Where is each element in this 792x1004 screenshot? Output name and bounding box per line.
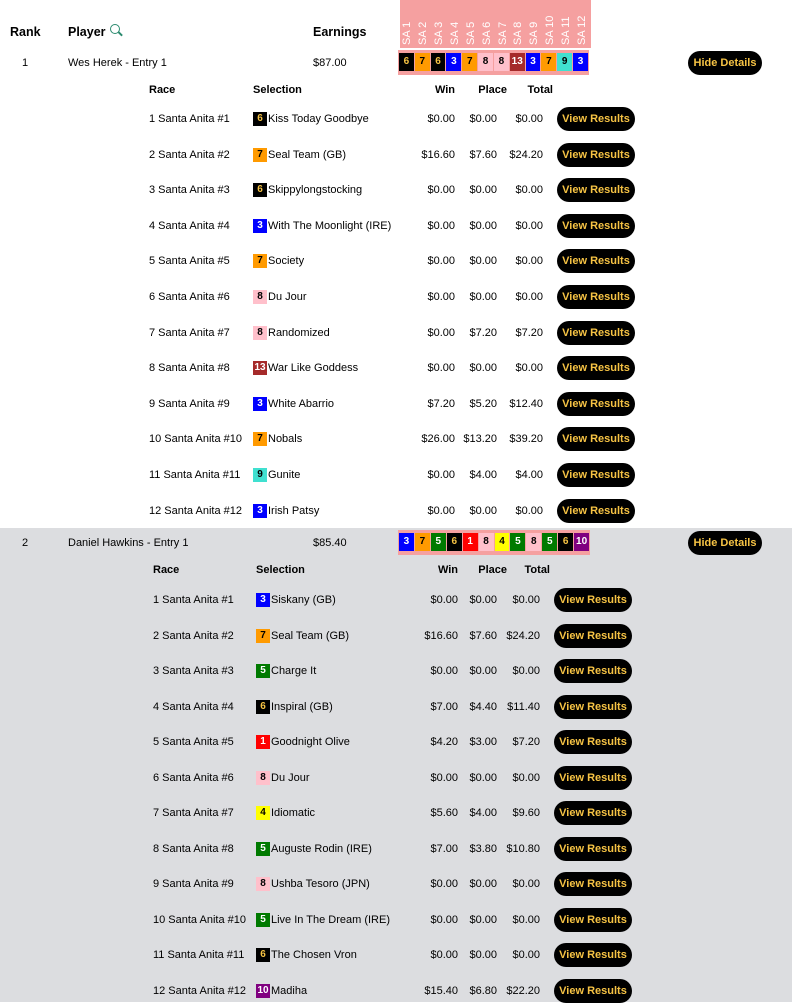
detail-win-value: $0.00	[427, 327, 455, 339]
detail-post-number: 10	[257, 985, 269, 996]
view-results-button[interactable]: View Results	[557, 285, 635, 309]
detail-place-value: $0.00	[469, 220, 497, 232]
race-header-label: SA 1	[401, 21, 413, 45]
detail-race-name: 2 Santa Anita #2	[149, 149, 230, 161]
pick-chip[interactable]: 8	[478, 53, 493, 71]
details-race-header: Race	[153, 564, 180, 576]
race-header-1	[400, 0, 416, 48]
detail-place-value: $3.80	[469, 843, 497, 855]
detail-total-value: $12.40	[509, 398, 543, 410]
race-header-10	[543, 0, 559, 48]
detail-horse-name: Irish Patsy	[268, 505, 320, 517]
detail-race-name: 7 Santa Anita #7	[153, 807, 234, 819]
detail-race-name: 9 Santa Anita #9	[149, 398, 230, 410]
detail-place-value: $0.00	[469, 878, 497, 890]
pick-chip[interactable]: 5	[431, 533, 446, 551]
detail-win-value: $0.00	[430, 878, 458, 890]
detail-race-name: 7 Santa Anita #7	[149, 327, 230, 339]
detail-total-value: $39.20	[509, 433, 543, 445]
detail-horse-name: Seal Team (GB)	[268, 149, 347, 161]
pick-chip[interactable]: 1	[463, 533, 478, 551]
detail-horse-name: Society	[268, 255, 305, 267]
detail-race-name: 8 Santa Anita #8	[149, 362, 230, 374]
details-win-header: Win	[437, 564, 458, 576]
view-results-button[interactable]: View Results	[554, 837, 632, 861]
pick-chip[interactable]: 5	[510, 533, 525, 551]
search-icon[interactable]	[110, 24, 120, 34]
detail-race-name: 3 Santa Anita #3	[149, 184, 230, 196]
detail-horse-name: Kiss Today Goodbye	[268, 113, 369, 125]
detail-win-value: $0.00	[427, 184, 455, 196]
detail-total-value: $0.00	[512, 594, 540, 606]
detail-win-value: $0.00	[427, 220, 455, 232]
detail-win-value: $5.60	[430, 807, 458, 819]
details-win-header: Win	[434, 84, 455, 96]
detail-horse-name: Goodnight Olive	[271, 736, 350, 748]
entry-rank: 1	[22, 57, 29, 69]
race-header-5	[464, 0, 480, 48]
detail-race-name: 11 Santa Anita #11	[153, 949, 245, 961]
pick-chip[interactable]: 5	[542, 533, 557, 551]
detail-race-name: 1 Santa Anita #1	[153, 594, 234, 606]
race-header-4	[448, 0, 464, 48]
pick-chip[interactable]: 6	[558, 533, 573, 551]
detail-win-value: $7.00	[430, 843, 458, 855]
view-results-button[interactable]: View Results	[554, 659, 632, 683]
detail-win-value: $0.00	[430, 772, 458, 784]
detail-place-value: $0.00	[469, 914, 497, 926]
detail-race-name: 12 Santa Anita #12	[149, 505, 242, 517]
detail-race-name: 4 Santa Anita #4	[149, 220, 230, 232]
detail-total-value: $7.20	[515, 327, 543, 339]
detail-post-number: 7	[256, 629, 270, 643]
detail-horse-name: The Chosen Vron	[271, 949, 357, 961]
detail-race-name: 6 Santa Anita #6	[153, 772, 234, 784]
view-results-button[interactable]: View Results	[554, 695, 632, 719]
race-header-label: SA 11	[560, 16, 573, 45]
detail-total-value: $0.00	[512, 878, 540, 890]
detail-win-value: $0.00	[430, 594, 458, 606]
detail-race-name: 5 Santa Anita #5	[149, 255, 230, 267]
detail-post-number: 8	[256, 877, 270, 891]
detail-total-value: $0.00	[515, 113, 543, 125]
detail-horse-name: Charge It	[271, 665, 317, 677]
detail-post-number: 13	[254, 362, 266, 373]
detail-total-value: $0.00	[512, 665, 540, 677]
player-header: Player	[68, 25, 106, 39]
view-results-button[interactable]: View Results	[557, 321, 635, 345]
pick-chip[interactable]: 10	[574, 533, 589, 551]
entry-picks-strip	[398, 50, 589, 75]
detail-horse-name: Auguste Rodin (IRE)	[271, 843, 372, 855]
pick-chip[interactable]: 7	[415, 533, 430, 551]
view-results-button[interactable]: View Results	[557, 463, 635, 487]
detail-race-name: 10 Santa Anita #10	[153, 914, 246, 926]
details-race-header: Race	[149, 84, 176, 96]
pick-chip[interactable]: 7	[462, 53, 477, 71]
detail-race-name: 6 Santa Anita #6	[149, 291, 230, 303]
view-results-button[interactable]: View Results	[554, 588, 632, 612]
pick-chip[interactable]: 8	[479, 533, 494, 551]
detail-post-number: 4	[256, 806, 270, 820]
detail-total-value: $11.40	[507, 701, 540, 713]
detail-race-name: 9 Santa Anita #9	[153, 878, 234, 890]
details-place-header: Place	[478, 564, 507, 576]
detail-race-name: 5 Santa Anita #5	[153, 736, 234, 748]
detail-total-value: $0.00	[515, 505, 543, 517]
race-header-9	[527, 0, 543, 48]
detail-horse-name: War Like Goddess	[268, 362, 359, 374]
detail-horse-name: Live In The Dream (IRE)	[271, 914, 391, 926]
pick-chip[interactable]: 6	[431, 53, 446, 71]
pick-chip[interactable]: 13	[510, 53, 525, 71]
view-results-button[interactable]: View Results	[554, 730, 632, 754]
detail-place-value: $0.00	[469, 255, 497, 267]
detail-post-number: 9	[253, 468, 267, 482]
race-header-label: SA 8	[512, 21, 525, 45]
view-results-button[interactable]: View Results	[554, 624, 632, 648]
view-results-button[interactable]: View Results	[557, 107, 635, 131]
detail-race-name: 4 Santa Anita #4	[153, 701, 234, 713]
detail-win-value: $7.20	[427, 398, 455, 410]
detail-place-value: $0.00	[469, 184, 497, 196]
detail-horse-name: Randomized	[268, 327, 330, 339]
detail-total-value: $4.00	[515, 469, 543, 481]
detail-place-value: $0.00	[469, 505, 497, 517]
pick-chip[interactable]: 3	[399, 533, 414, 551]
details-total-header: Total	[527, 84, 553, 96]
detail-post-number: 6	[253, 183, 267, 197]
detail-total-value: $0.00	[515, 362, 543, 374]
pick-chip[interactable]: 4	[495, 533, 510, 551]
race-header-label: SA 6	[480, 21, 493, 45]
detail-place-value: $0.00	[469, 291, 497, 303]
detail-horse-name: Du Jour	[271, 772, 310, 784]
detail-place-value: $4.40	[469, 701, 497, 713]
detail-total-value: $0.00	[515, 291, 543, 303]
detail-win-value: $0.00	[427, 291, 455, 303]
detail-place-value: $7.20	[469, 327, 497, 339]
detail-place-value: $0.00	[469, 949, 497, 961]
detail-place-value: $3.00	[469, 736, 497, 748]
race-header-8	[511, 0, 527, 48]
detail-total-value: $0.00	[515, 255, 543, 267]
pick-chip[interactable]: 3	[573, 53, 588, 71]
view-results-button[interactable]: View Results	[554, 943, 632, 967]
detail-place-value: $0.00	[469, 772, 497, 784]
detail-race-name: 12 Santa Anita #12	[153, 985, 246, 997]
detail-post-number: 6	[253, 112, 267, 126]
race-header-2	[416, 0, 432, 48]
view-results-button[interactable]: View Results	[554, 979, 632, 1003]
race-header-6	[480, 0, 496, 48]
detail-win-value: $0.00	[427, 505, 455, 517]
race-header-12	[575, 0, 591, 48]
detail-post-number: 5	[256, 913, 270, 927]
race-header-label: SA 4	[448, 21, 461, 45]
pick-chip[interactable]: 7	[541, 53, 556, 71]
detail-post-number: 8	[253, 326, 267, 340]
pick-chip[interactable]: 6	[399, 53, 414, 71]
pick-chip[interactable]: 3	[526, 53, 541, 71]
detail-race-name: 1 Santa Anita #1	[149, 113, 230, 125]
detail-place-value: $6.80	[469, 985, 497, 997]
detail-post-number: 1	[256, 735, 270, 749]
detail-race-name: 11 Santa Anita #11	[149, 469, 241, 481]
race-header-label: SA 12	[576, 15, 589, 45]
detail-win-value: $16.60	[421, 149, 455, 161]
detail-place-value: $4.00	[469, 807, 497, 819]
race-header-label: SA 5	[464, 21, 477, 45]
pick-chip[interactable]: 6	[447, 533, 462, 551]
detail-place-value: $0.00	[469, 113, 497, 125]
detail-place-value: $5.20	[469, 398, 497, 410]
entry-player-name[interactable]: Wes Herek - Entry 1	[68, 57, 167, 69]
pick-chip[interactable]: 3	[446, 53, 461, 71]
race-header-label: SA 9	[528, 21, 541, 45]
detail-race-name: 10 Santa Anita #10	[149, 433, 242, 445]
detail-total-value: $0.00	[515, 184, 543, 196]
detail-total-value: $0.00	[515, 220, 543, 232]
view-results-button[interactable]: View Results	[554, 872, 632, 896]
race-header-7	[496, 0, 512, 48]
view-results-button[interactable]: View Results	[557, 143, 635, 167]
view-results-button[interactable]: View Results	[557, 249, 635, 273]
detail-post-number: 6	[256, 700, 270, 714]
details-place-header: Place	[478, 84, 507, 96]
detail-post-number: 3	[253, 504, 267, 518]
detail-post-number: 8	[256, 771, 270, 785]
detail-total-value: $24.20	[506, 630, 540, 642]
detail-post-number: 3	[253, 397, 267, 411]
detail-race-name: 2 Santa Anita #2	[153, 630, 234, 642]
detail-horse-name: Madiha	[271, 985, 308, 997]
detail-total-value: $22.20	[506, 985, 540, 997]
entry-earnings: $87.00	[313, 57, 347, 69]
detail-place-value: $7.60	[469, 630, 497, 642]
detail-horse-name: White Abarrio	[268, 398, 335, 410]
detail-place-value: $7.60	[469, 149, 497, 161]
detail-win-value: $0.00	[427, 362, 455, 374]
earnings-header: Earnings	[313, 25, 367, 39]
detail-win-value: $0.00	[427, 113, 455, 125]
hide-details-button[interactable]: Hide Details	[688, 531, 762, 555]
detail-post-number: 7	[253, 148, 267, 162]
details-selection-header: Selection	[256, 564, 305, 576]
detail-win-value: $0.00	[430, 665, 458, 677]
detail-horse-name: Ushba Tesoro (JPN)	[271, 878, 370, 890]
detail-total-value: $24.20	[509, 149, 543, 161]
detail-race-name: 8 Santa Anita #8	[153, 843, 234, 855]
detail-horse-name: Seal Team (GB)	[271, 630, 350, 642]
detail-place-value: $0.00	[469, 665, 497, 677]
detail-place-value: $4.00	[469, 469, 497, 481]
rank-header: Rank	[10, 25, 41, 39]
detail-race-name: 3 Santa Anita #3	[153, 665, 234, 677]
entry-earnings: $85.40	[313, 537, 347, 549]
pick-chip[interactable]: 8	[494, 53, 509, 71]
view-results-button[interactable]: View Results	[557, 499, 635, 523]
view-results-button[interactable]: View Results	[554, 801, 632, 825]
race-header-label: SA 10	[544, 15, 557, 45]
view-results-button[interactable]: View Results	[554, 908, 632, 932]
pick-chip[interactable]: 7	[415, 53, 430, 71]
detail-win-value: $0.00	[430, 914, 458, 926]
race-column-headers	[400, 0, 591, 48]
detail-horse-name: Skippylongstocking	[268, 184, 363, 196]
detail-win-value: $26.00	[421, 433, 455, 445]
detail-win-value: $0.00	[427, 469, 455, 481]
detail-horse-name: Siskany (GB)	[271, 594, 336, 606]
detail-win-value: $16.60	[424, 630, 458, 642]
detail-total-value: $10.80	[506, 843, 540, 855]
detail-post-number: 6	[256, 948, 270, 962]
entry-picks-strip	[398, 530, 590, 555]
pick-chip[interactable]: 8	[526, 533, 541, 551]
detail-horse-name: Nobals	[268, 433, 303, 445]
details-total-header: Total	[524, 564, 550, 576]
detail-total-value: $7.20	[512, 736, 540, 748]
detail-horse-name: Du Jour	[268, 291, 307, 303]
view-results-button[interactable]: View Results	[557, 392, 635, 416]
detail-post-number: 3	[256, 593, 270, 607]
detail-post-number: 7	[253, 432, 267, 446]
detail-total-value: $0.00	[512, 949, 540, 961]
detail-win-value: $4.20	[430, 736, 458, 748]
detail-win-value: $15.40	[424, 985, 458, 997]
detail-post-number: 5	[256, 664, 270, 678]
race-header-label: SA 3	[432, 21, 445, 45]
detail-win-value: $0.00	[430, 949, 458, 961]
view-results-button[interactable]: View Results	[557, 178, 635, 202]
detail-horse-name: Inspiral (GB)	[271, 701, 333, 713]
view-results-button[interactable]: View Results	[557, 356, 635, 380]
detail-place-value: $0.00	[469, 362, 497, 374]
detail-win-value: $7.00	[430, 701, 458, 713]
detail-horse-name: Gunite	[268, 469, 301, 481]
detail-win-value: $0.00	[427, 255, 455, 267]
entry-player-name[interactable]: Daniel Hawkins - Entry 1	[68, 537, 189, 549]
detail-total-value: $0.00	[512, 772, 540, 784]
detail-total-value: $0.00	[512, 914, 540, 926]
detail-place-value: $13.20	[463, 433, 497, 445]
detail-post-number: 7	[253, 254, 267, 268]
view-results-button[interactable]: View Results	[557, 214, 635, 238]
view-results-button[interactable]: View Results	[554, 766, 632, 790]
details-selection-header: Selection	[253, 84, 302, 96]
detail-post-number: 8	[253, 290, 267, 304]
detail-post-number: 5	[256, 842, 270, 856]
entry-rank: 2	[22, 537, 29, 549]
detail-post-number: 3	[253, 219, 267, 233]
race-header-3	[432, 0, 448, 48]
race-header-label: SA 7	[496, 21, 509, 45]
view-results-button[interactable]: View Results	[557, 427, 635, 451]
detail-place-value: $0.00	[469, 594, 497, 606]
detail-horse-name: With The Moonlight (IRE)	[268, 220, 392, 232]
race-header-label: SA 2	[416, 21, 429, 45]
pick-chip[interactable]: 9	[557, 53, 572, 71]
hide-details-button[interactable]: Hide Details	[688, 51, 762, 75]
detail-total-value: $9.60	[512, 807, 540, 819]
race-header-11	[559, 0, 575, 48]
detail-horse-name: Idiomatic	[271, 807, 316, 819]
